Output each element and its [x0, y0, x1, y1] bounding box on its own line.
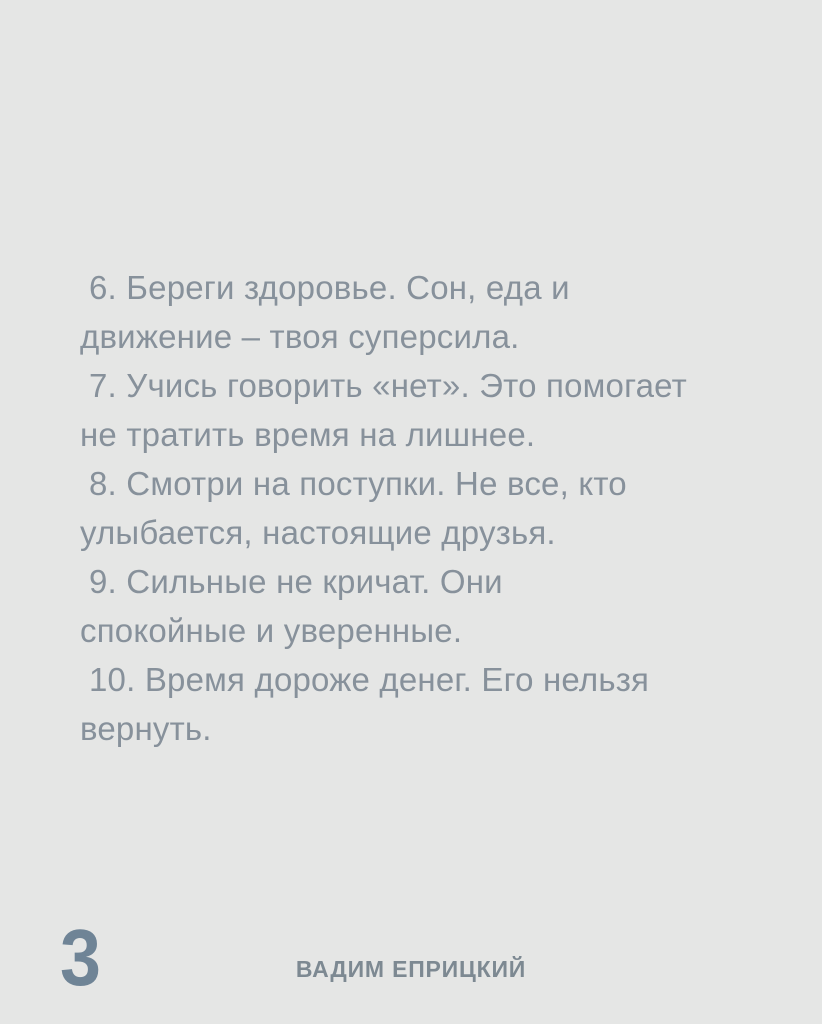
tip-text-line: 7. Учись говорить «нет». Это помогает [89, 367, 687, 404]
tip-item [80, 459, 770, 557]
tip-text-line: движение – твоя суперсила. [80, 318, 520, 355]
tip-text-line: не тратить время на лишнее. [80, 416, 536, 453]
tip-item [80, 557, 770, 655]
tip-item [80, 263, 770, 361]
page-number: 3 [60, 913, 101, 1002]
tip-text-line: 9. Сильные не кричат. Они [89, 563, 503, 600]
tip-text-line: вернуть. [80, 710, 212, 747]
tip-text-line: 6. Береги здоровье. Сон, еда и [89, 269, 570, 306]
tip-text-line: 10. Время дороже денег. Его нельзя [89, 661, 650, 698]
tip-text-line: улыбается, настоящие друзья. [80, 514, 556, 551]
author-name: ВАДИМ ЕПРИЦКИЙ [295, 956, 527, 982]
tip-item [80, 655, 770, 753]
tip-item [80, 361, 770, 459]
tips-list [80, 263, 770, 753]
tip-text-line: 8. Смотри на поступки. Не все, кто [89, 465, 627, 502]
tip-text-line: спокойные и уверенные. [80, 612, 463, 649]
